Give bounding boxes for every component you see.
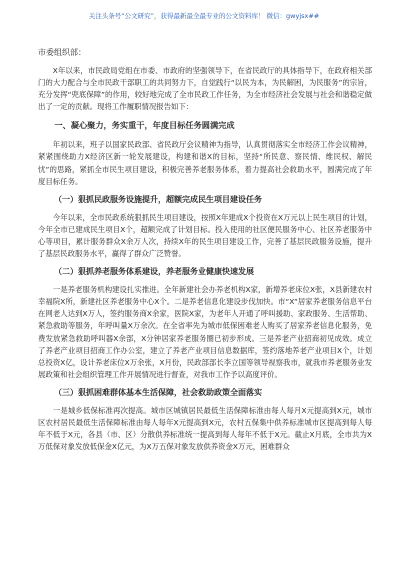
subsection-heading-3: （三）狠抓困难群体基本生活保障，社会救助政策全面落实	[54, 387, 262, 397]
subsection-2-paragraph: 一是养老服务机构建设扎实推进。全年新建社会办养老机构X家，新增养老床位X张，X县新建农村幸福院X所，新建社区养老服务中心X个。二是养老信息化建设步伐加快。市“X”居家养老服务信息平台在网老人达到X万人，签约服务商X余家，医院X家，为老年人开通了呼叫援助、家政服务、生活帮助、紧急救助等服务，年呼叫量X万余次。在全省率先为城市低保困难老人购买了居家养老信息化服务，免费发放紧急救助呼叫器X余部，X分钟居家养老服务圈已初步形成。三是养老产业招商初见成效。成立了养老产业项目招商工作办公室，建立了养老产业项目信息数据库，签约落地养老产业项目X个，计划总投资X亿，设计养老床位X万余张，X月份，民政部部长李立国等领导视察我市，就我市养老服务业发展政策和社会组织管理工作开展情况进行督查，对我市工作予以高度评价。	[38, 285, 372, 379]
subsection-1-paragraph: 今年以来，全市民政系统狠抓民生项目建设，按照X年建成X个投资在X万元以上民生项目的计划，今年全市已建成民生项目X个，超额完成了计划目标。投入使用的社区便民服务中心、社区养老服务中心等项目，累计服务群众X余万人次，持续X年的民生项目建设工作，完善了基层民政服务设施，提升了基层民政服务水平，赢得了群众广泛赞誉。	[38, 212, 372, 259]
intro-paragraph: X年以来，市民政局党组在市委、市政府的坚强领导下，在省民政厅的具体指导下，在政府相关部门的大力配合与全市民政干部职工的共同努力下，自觉践行“以民为本，为民解困，为民服务”的宗旨，充分发挥“兜底保障”的作用，较好地完成了全市民政工作任务，为全市经济社会发展与社会和谐稳定做出了一定的贡献。现将工作履职情况报告如下：	[38, 66, 372, 112]
subsection-3-paragraph: 一是城乡低保标准再次提高。城市区城镇居民最低生活保障标准由每人每月X元提高到X元，城市区农村居民最低生活保障标准由每人每年X元提高到X元，农村五保集中供养标准城市区提高到每人每年不低于X元，各县（市、区）分散供养标准统一提高到每人每年不低于X元。截止X月底，全市共为X万低保对象发放低保金X亿元，为X万五保对象发放供养资金X万元，困难群众	[38, 405, 372, 452]
section-heading-1: 一、凝心聚力，务实重干，年度目标任务圆满完成	[54, 120, 235, 131]
subsection-heading-1: （一）狠抓民政服务设施提升，超额完成民生项目建设任务	[54, 194, 262, 204]
header-banner: 关注头条号“公文研究”，获得最新最全最专业的公文资料库！ 微信：gwyjsx##	[88, 12, 320, 20]
document-body	[38, 47, 372, 459]
salutation: 市委组织部：	[38, 48, 86, 57]
subsection-heading-2: （二）狠抓养老服务体系建设，养老服务业健康快速发展	[54, 267, 254, 277]
section-1-intro-paragraph: 年初以来，班子以国家民政部、省民政厅会议精神为指导，认真贯彻落实全市经济工作会议精神，紧紧围绕助力X经济区新一轮发展建设，构建和谐X的目标，坚持“所民意、察民情、维民权、解民忧”的思路，紧抓全市民生项目建设，积极完善养老服务体系，着力提高社会救助水平，圆满完成了年度目标任务。	[38, 140, 372, 186]
